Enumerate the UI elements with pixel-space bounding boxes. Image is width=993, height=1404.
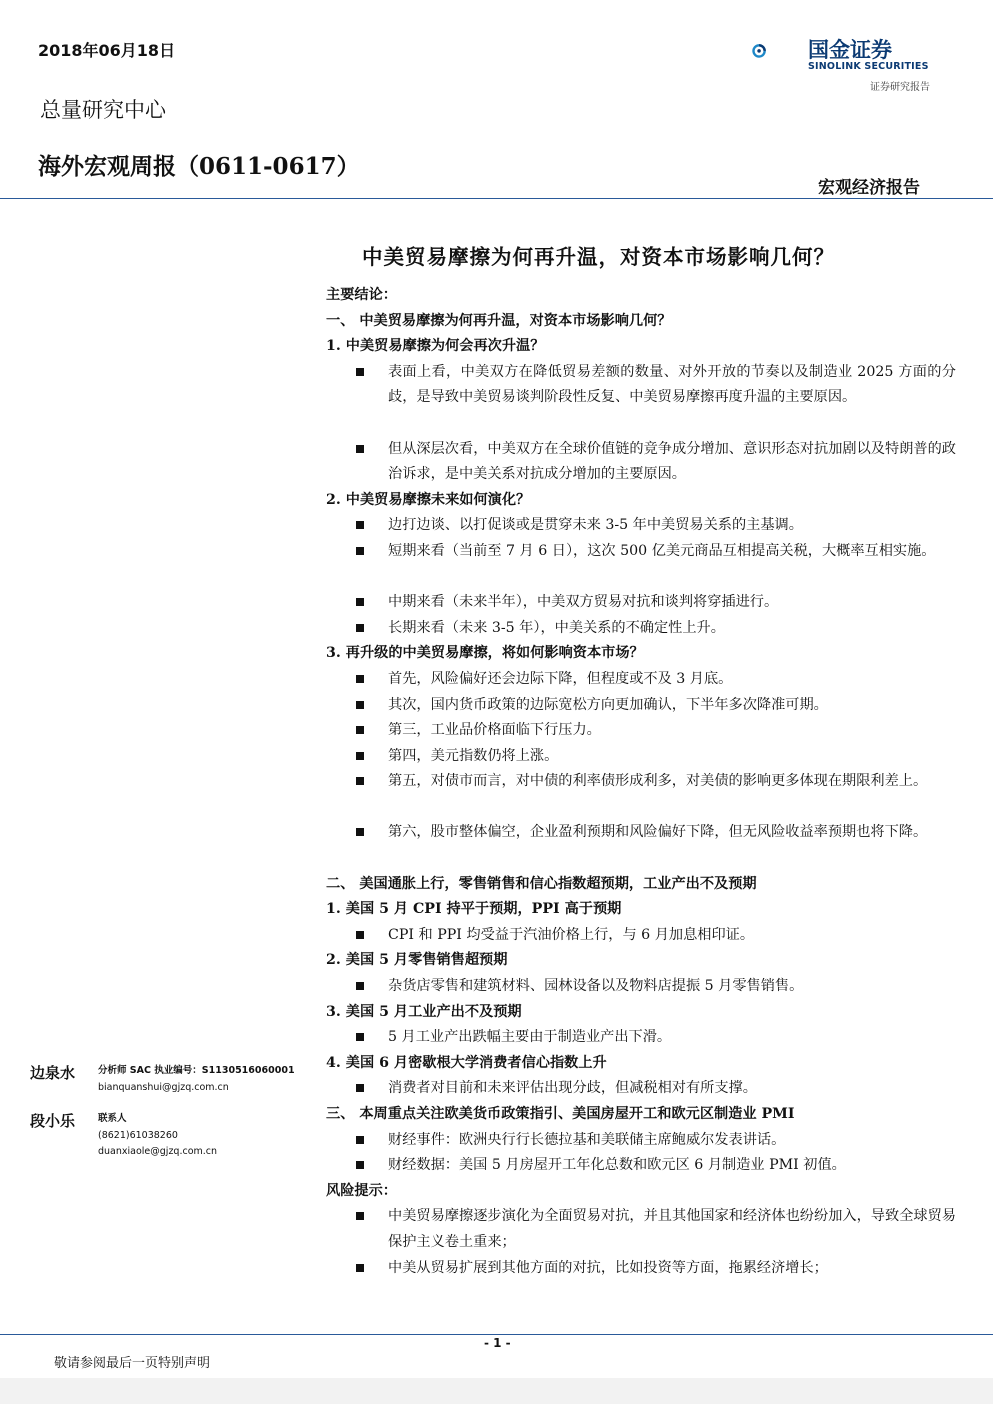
bullet-square-icon — [356, 598, 364, 606]
section-heading: 二、 美国通胀上行，零售销售和信心指数超预期，工业产出不及预期 — [326, 875, 757, 892]
bullet-item — [326, 667, 956, 693]
bullet-text: 第四，美元指数仍将上涨。 — [388, 747, 559, 764]
analyst-block-1 — [30, 1062, 295, 1096]
analyst-block-2 — [30, 1110, 217, 1160]
bullet-square-icon — [356, 828, 364, 836]
bullet-item — [326, 360, 956, 437]
bullet-square-icon — [356, 521, 364, 529]
bullet-item — [326, 513, 956, 539]
bullet-item — [326, 923, 956, 949]
bullet-square-icon — [356, 368, 364, 376]
bullet-square-icon — [356, 931, 364, 939]
bullet-text: 财经事件：欧洲央行行长德拉基和美联储主席鲍威尔发表讲话。 — [388, 1131, 786, 1148]
section-heading: 3. 美国 5 月工业产出不及预期 — [326, 1003, 522, 1020]
analyst-email: bianquanshui@gjzq.com.cn — [98, 1082, 229, 1093]
bullet-text: 5 月工业产出跌幅主要由于制造业产出下滑。 — [388, 1029, 672, 1046]
bullet-item — [326, 539, 956, 590]
bullet-square-icon — [356, 752, 364, 760]
bullet-square-icon — [356, 1161, 364, 1169]
bullet-square-icon — [356, 701, 364, 709]
bullet-text: 中期来看（未来半年），中美双方贸易对抗和谈判将穿插进行。 — [388, 594, 779, 611]
bullet-text: 财经数据：美国 5 月房屋开工年化总数和欧元区 6 月制造业 PMI 初值。 — [388, 1157, 846, 1174]
bullet-square-icon — [356, 726, 364, 734]
bullet-text: 但从深层次看，中美双方在全球价值链的竞争成分增加、意识形态对抗加剧以及特朗普的政治诉求，是中美关系对抗成分增加的主要原因。 — [388, 440, 956, 483]
bullet-text: 其次，国内货币政策的边际宽松方向更加确认，下半年多次降准可期。 — [388, 696, 828, 713]
footer-divider — [0, 1334, 993, 1335]
bullet-item — [326, 1025, 956, 1051]
footer-disclaimer: 敬请参阅最后一页特别声明 — [54, 1356, 211, 1371]
bullet-text: 表面上看，中美双方在降低贸易差额的数量、对外开放的节奏以及制造业 2025 方面的分歧，是导致中美贸易谈判阶段性反复、中美贸易摩擦再度升温的主要原因。 — [388, 363, 956, 406]
bullet-square-icon — [356, 777, 364, 785]
sinolink-logo-icon — [752, 30, 808, 76]
bullet-square-icon — [356, 624, 364, 632]
bullet-text: CPI 和 PPI 均受益于汽油价格上行，与 6 月加息相印证。 — [388, 926, 755, 943]
bullet-square-icon — [356, 1084, 364, 1092]
report-title: 海外宏观周报（0611-0617） — [38, 153, 360, 180]
bullet-item — [326, 820, 956, 871]
bullet-item — [326, 1204, 956, 1255]
bullet-square-icon — [356, 547, 364, 555]
bullet-text: 第六，股市整体偏空，企业盈利预期和风险偏好下降，但无风险收益率预期也将下降。 — [388, 824, 928, 841]
bullet-text: 消费者对目前和未来评估出现分歧，但减税相对有所支撑。 — [388, 1080, 757, 1097]
header-divider — [0, 198, 993, 199]
bullet-square-icon — [356, 445, 364, 453]
page-number: - 1 - — [484, 1336, 511, 1350]
bullet-square-icon — [356, 1264, 364, 1272]
section-heading: 2. 中美贸易摩擦未来如何演化？ — [326, 491, 531, 508]
section-heading: 主要结论： — [326, 287, 397, 303]
section-heading: 风险提示： — [326, 1182, 397, 1199]
analyst-phone: (8621)61038260 — [98, 1130, 178, 1141]
bullet-item — [326, 437, 956, 488]
main-content — [326, 283, 956, 1281]
bullet-square-icon — [356, 982, 364, 990]
analyst-name: 边泉水 — [30, 1064, 76, 1082]
bullet-text: 边打边谈、以打促谈或是贯穿未来 3-5 年中美贸易关系的主基调。 — [388, 517, 803, 534]
report-date: 2018年06月18日 — [38, 41, 176, 60]
headline: 中美贸易摩擦为何再升温，对资本市场影响几何？ — [362, 245, 835, 269]
bullet-square-icon — [356, 1033, 364, 1041]
section-heading: 一、 中美贸易摩擦为何再升温，对资本市场影响几何？ — [326, 312, 672, 329]
bullet-item — [326, 590, 956, 616]
section-heading: 4. 美国 6 月密歇根大学消费者信心指数上升 — [326, 1054, 607, 1071]
document-type: 宏观经济报告 — [818, 178, 920, 198]
bullet-text: 长期来看（未来 3-5 年），中美关系的不确定性上升。 — [388, 619, 725, 636]
bullet-item — [326, 769, 956, 820]
analyst-email: duanxiaole@gjzq.com.cn — [98, 1146, 218, 1157]
bullet-item — [326, 974, 956, 1000]
section-heading: 三、 本周重点关注欧美货币政策指引、美国房屋开工和欧元区制造业 PMI — [326, 1106, 795, 1123]
bullet-item — [326, 693, 956, 719]
analyst-role: 联系人 — [98, 1113, 127, 1124]
bullet-item — [326, 1153, 956, 1179]
section-heading: 1. 中美贸易摩擦为何会再次升温？ — [326, 338, 545, 355]
bullet-text: 中美贸易摩擦逐步演化为全面贸易对抗，并且其他国家和经济体也纷纷加入，导致全球贸易保护主义卷土重来； — [388, 1208, 956, 1250]
bullet-square-icon — [356, 1136, 364, 1144]
research-center-name: 总量研究中心 — [40, 98, 166, 122]
logo-subtitle: 证券研究报告 — [870, 82, 930, 93]
logo-text-en: SINOLINK SECURITIES — [808, 61, 929, 72]
section-heading: 2. 美国 5 月零售销售超预期 — [326, 952, 508, 969]
bullet-square-icon — [356, 1212, 364, 1220]
bullet-item — [326, 1076, 956, 1102]
bullet-text: 第三，工业品价格面临下行压力。 — [388, 722, 601, 739]
bullet-text: 杂货店零售和建筑材料、园林设备以及物料店提振 5 月零售销售。 — [388, 978, 804, 995]
bullet-text: 第五，对债市而言，对中债的利率债形成利多，对美债的影响更多体现在期限利差上。 — [388, 773, 928, 790]
bullet-text: 首先，风险偏好还会边际下降，但程度或不及 3 月底。 — [388, 670, 733, 687]
section-heading: 1. 美国 5 月 CPI 持平于预期，PPI 高于预期 — [326, 901, 622, 918]
bullet-text: 中美从贸易扩展到其他方面的对抗，比如投资等方面，拖累经济增长； — [388, 1259, 828, 1276]
bullet-item — [326, 616, 956, 642]
logo-text-cn: 国金证券 — [808, 38, 892, 62]
bullet-item — [326, 1128, 956, 1154]
analyst-name: 段小乐 — [30, 1112, 76, 1130]
bullet-item — [326, 718, 956, 744]
section-heading: 3. 再升级的中美贸易摩擦，将如何影响资本市场？ — [326, 645, 644, 662]
bottom-band — [0, 1378, 993, 1404]
analyst-role: 分析师 SAC 执业编号：S1130516060001 — [98, 1065, 295, 1076]
bullet-text: 短期来看（当前至 7 月 6 日），这次 500 亿美元商品互相提高关税，大概率互相实施。 — [388, 542, 936, 559]
bullet-square-icon — [356, 675, 364, 683]
bullet-item — [326, 744, 956, 770]
bullet-item — [326, 1256, 956, 1282]
